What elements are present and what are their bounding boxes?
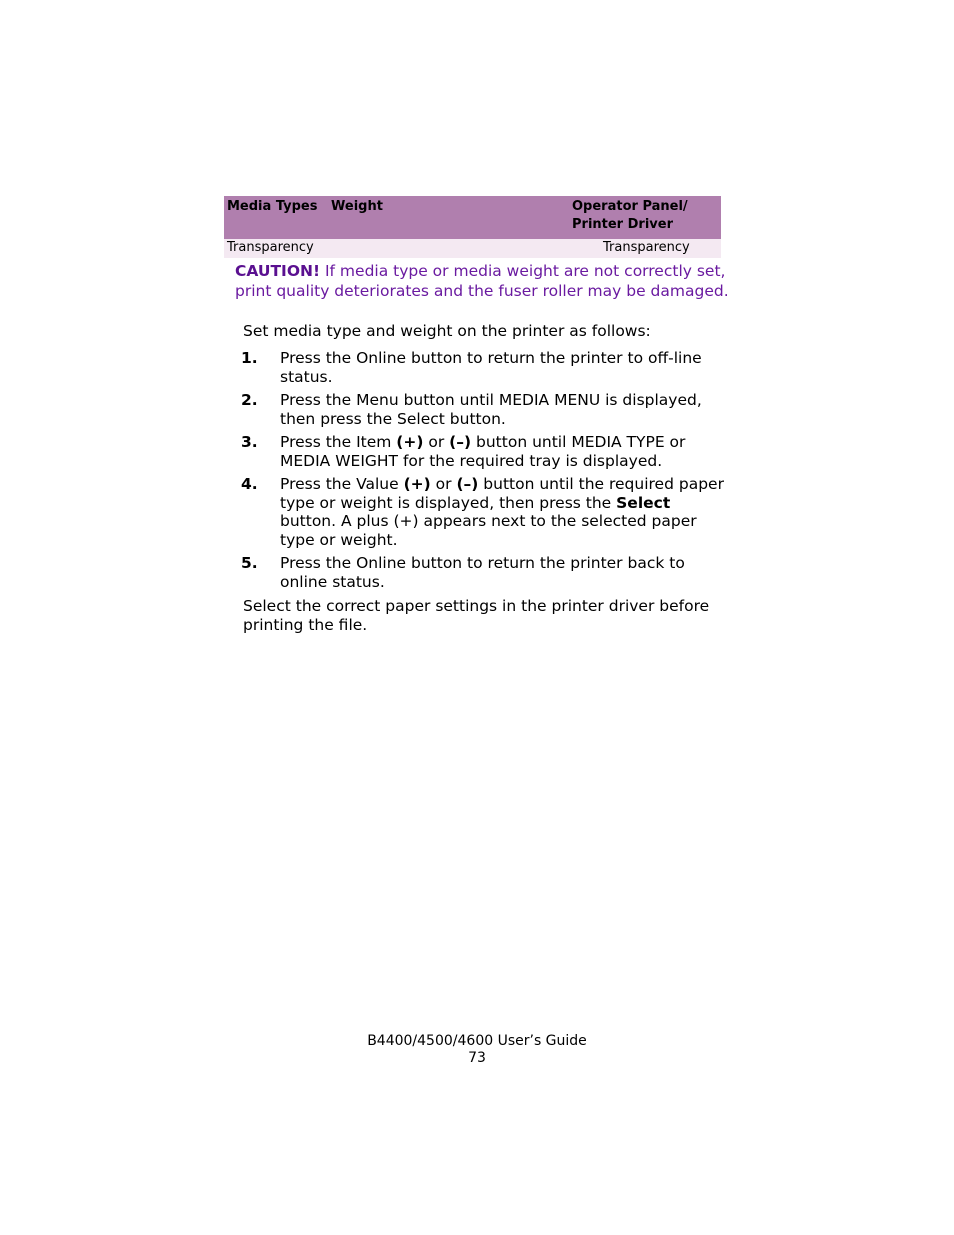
step-number: 2. bbox=[241, 391, 258, 409]
step-key-select: Select bbox=[616, 493, 671, 512]
list-item bbox=[241, 554, 731, 591]
steps-list bbox=[241, 349, 731, 596]
step-key-minus: (–) bbox=[449, 433, 472, 451]
step-text: Press the Online button to return the printer to off-line status. bbox=[280, 349, 702, 386]
list-item bbox=[241, 391, 731, 428]
page-number: 73 bbox=[468, 1050, 486, 1066]
step-key-minus: (–) bbox=[456, 475, 479, 493]
step-text: Press the Item bbox=[280, 433, 397, 451]
step-text: Press the Online button to return the printer back to online status. bbox=[280, 554, 685, 591]
step-number: 5. bbox=[241, 554, 258, 572]
page-footer bbox=[0, 1033, 954, 1067]
step-text: Press the Value bbox=[280, 475, 404, 493]
step-text: or bbox=[423, 433, 450, 451]
step-key-plus: (+) bbox=[403, 475, 431, 493]
step-text: button. A plus (+) appears next to the selected paper type or weight. bbox=[280, 512, 697, 549]
list-item bbox=[241, 433, 731, 470]
step-number: 1. bbox=[241, 349, 258, 367]
caution-label: CAUTION! bbox=[235, 262, 321, 280]
table-row bbox=[224, 239, 721, 258]
step-number: 3. bbox=[241, 433, 258, 451]
cell-operator-panel: Transparency bbox=[569, 239, 721, 258]
header-media-types: Media Types bbox=[224, 196, 328, 239]
cell-weight bbox=[328, 239, 569, 258]
media-types-table bbox=[224, 196, 721, 258]
guide-title: B4400/4500/4600 User’s Guide bbox=[367, 1033, 587, 1049]
cell-media-type: Transparency bbox=[224, 239, 328, 258]
header-operator-panel-line1: Operator Panel/ bbox=[572, 199, 688, 214]
caution-note bbox=[235, 262, 745, 301]
header-operator-panel-line2: Printer Driver bbox=[572, 217, 673, 232]
intro-paragraph: Set media type and weight on the printer as follows: bbox=[243, 322, 651, 340]
caution-text: If media type or media weight are not correctly set, print quality deteriorates and the fuser roller may be damaged. bbox=[235, 262, 729, 300]
step-text: Press the Menu button until MEDIA MENU is displayed, then press the Select button. bbox=[280, 391, 702, 428]
step-key-plus: (+) bbox=[396, 433, 424, 451]
step-text: button until MEDIA TYPE or MEDIA WEIGHT for the required tray is displayed. bbox=[280, 433, 686, 470]
step-text: button until the required paper type or weight is displayed, then press the bbox=[280, 475, 724, 512]
list-item bbox=[241, 349, 731, 386]
table-header-row bbox=[224, 196, 721, 239]
step-text: or bbox=[430, 475, 457, 493]
list-item bbox=[241, 475, 731, 549]
header-weight: Weight bbox=[328, 196, 569, 239]
step-number: 4. bbox=[241, 475, 258, 493]
header-operator-panel bbox=[569, 196, 721, 239]
closing-paragraph: Select the correct paper settings in the printer driver before printing the file. bbox=[243, 597, 710, 634]
